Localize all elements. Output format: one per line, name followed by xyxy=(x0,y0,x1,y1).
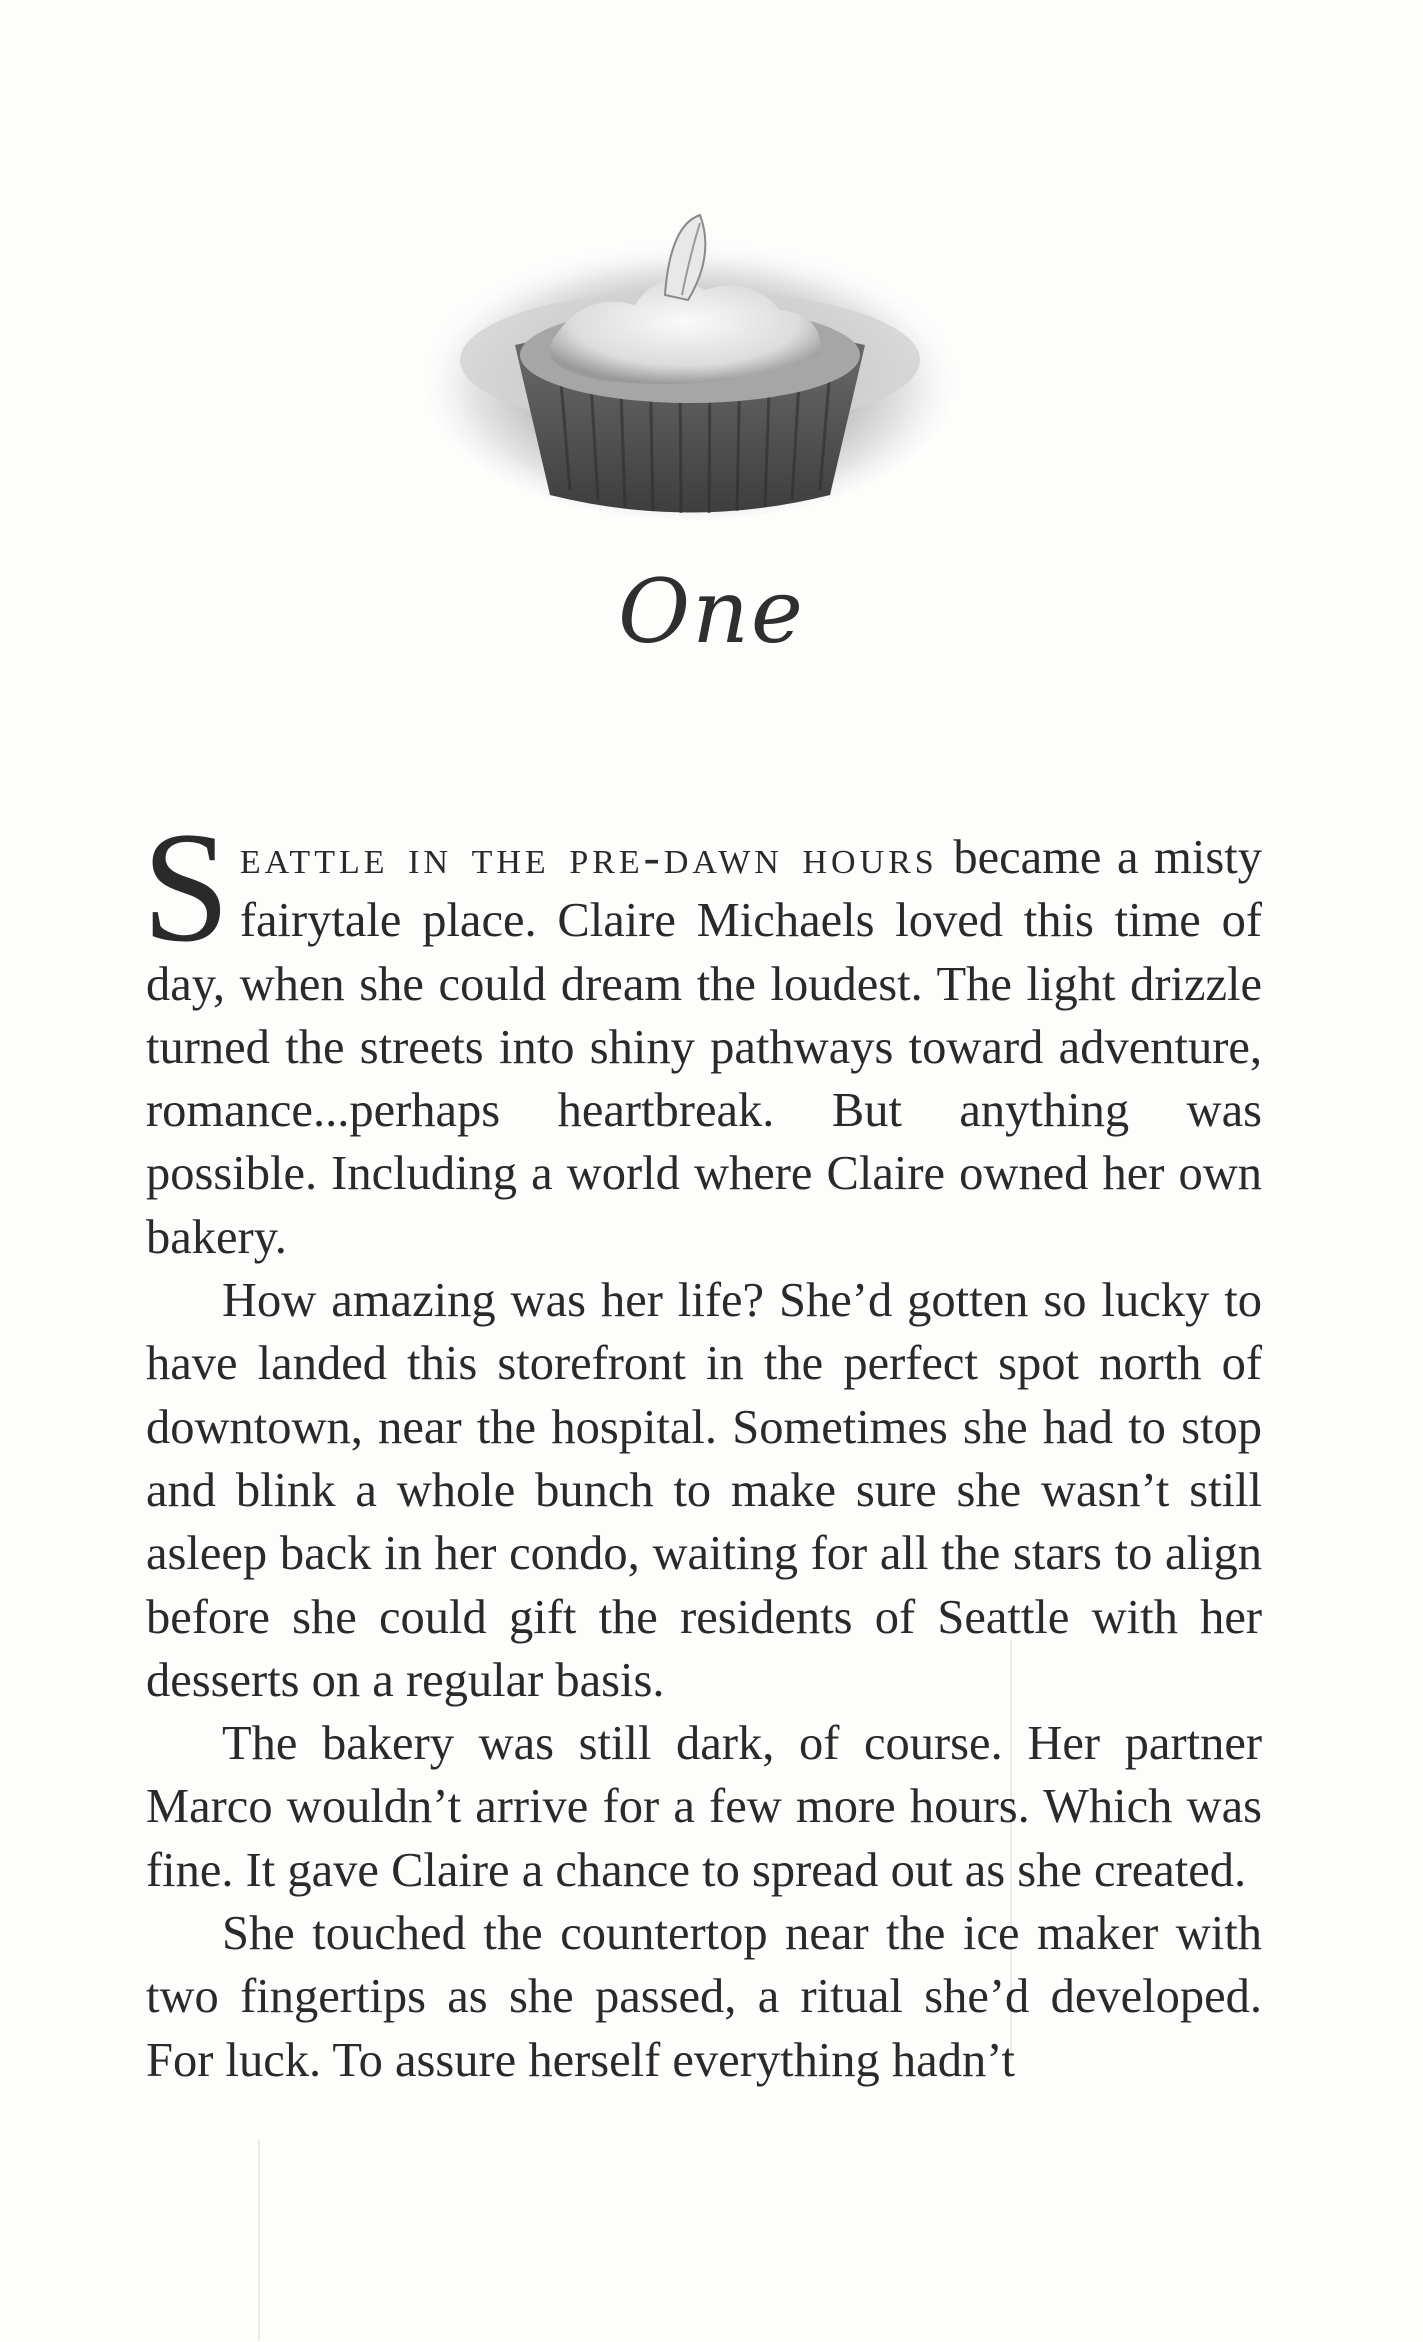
opening-text: became a misty fairytale place. Claire Michaels loved this time of day, when she could dream the loudest. The light drizzle turned the streets into shiny pathways toward adventure, romance...perhaps heartbreak. But anything was possible. Including a world where Claire owned her own bakery. xyxy=(146,831,1262,1264)
opening-small-caps: eattle in the pre-dawn hours xyxy=(239,831,938,884)
scan-artifact xyxy=(258,2140,260,2340)
paragraph: The bakery was still dark, of course. Her partner Marco wouldn’t arrive for a few more hours. Which was fine. It gave Claire a chance to spread out as she created. xyxy=(146,1717,1262,1897)
chapter-title: One xyxy=(618,560,805,663)
scan-artifact xyxy=(1010,1640,1012,2060)
paragraph: How amazing was her life? She’d gotten so lucky to have landed this storefront in the perfect spot north of downtown, near the hospital. Sometimes she had to stop and blink a whole bunch to make sure she wasn’t still asleep back in her condo, waiting for all the stars to align before she could gift the residents of Seattle with her desserts on a regular basis. xyxy=(146,1274,1262,1707)
chapter-body xyxy=(142,800,1262,2092)
paragraph: She touched the countertop near the ice maker with two fingertips as she passed, a ritual she’d developed. For luck. To assure herself everything hadn’t xyxy=(146,1907,1262,2087)
opening-paragraph xyxy=(142,800,1262,1269)
tart-illustration xyxy=(420,195,960,555)
drop-cap: S xyxy=(142,800,230,975)
